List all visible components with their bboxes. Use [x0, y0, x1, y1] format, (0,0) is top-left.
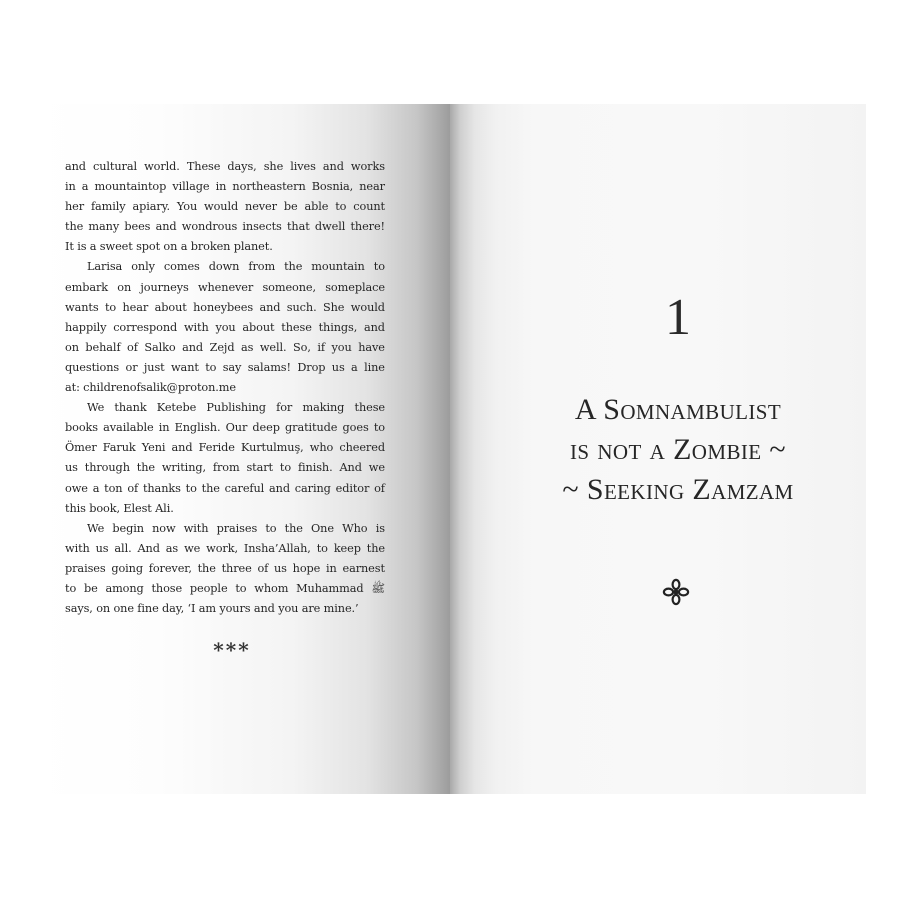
- text-line: in a mountaintop village in northeastern Bosnia, near: [65, 180, 385, 194]
- text-line: praises going forever, the three of us hope in earnest: [65, 561, 385, 575]
- text-line: It is a sweet spot on a broken planet.: [65, 240, 273, 254]
- section-break: ***: [213, 638, 251, 662]
- text-line: Ömer Faruk Yeni and Feride Kurtulmuş, who cheered: [65, 441, 385, 455]
- text-line: We thank Ketebe Publishing for making these: [87, 401, 385, 415]
- text-line: embark on journeys whenever someone, someplace: [65, 280, 385, 294]
- text-line: Larisa only comes down from the mountain to: [87, 260, 385, 274]
- text-line: and cultural world. These days, she lives and works: [65, 160, 385, 173]
- chapter-title-line-3: ~ Seeking Zamzam: [562, 473, 794, 506]
- chapter-title-line-1: A Somnambulist: [574, 393, 782, 426]
- text-line: on behalf of Salko and Zejd as well. So, if you have: [65, 340, 385, 354]
- text-line: happily correspond with you about these things, and: [65, 320, 385, 334]
- text-line: owe a ton of thanks to the careful and caring editor of: [65, 481, 385, 495]
- chapter-title: [450, 390, 866, 510]
- text-line: to be among those people to whom Muhammad ﷺ: [65, 581, 385, 595]
- left-page-body-text: [65, 157, 385, 619]
- text-line: says, on one fine day, ‘I am yours and you are mine.’: [65, 602, 359, 616]
- right-page: [450, 104, 866, 794]
- text-line: her family apiary. You would never be able to count: [65, 200, 385, 214]
- text-line: us through the writing, from start to finish. And we: [65, 461, 385, 475]
- chapter-title-line-2: is not a Zombie ~: [569, 433, 787, 466]
- text-line: with us all. And as we work, Insha’Allah, to keep the: [65, 541, 385, 555]
- text-line: this book, Elest Ali.: [65, 501, 174, 515]
- text-line: the many bees and wondrous insects that dwell there!: [65, 220, 385, 234]
- text-line: at: childrenofsalik@proton.me: [65, 381, 236, 395]
- text-line: questions or just want to say salams! Drop us a line: [65, 360, 385, 374]
- text-line: wants to hear about honeybees and such. She would: [65, 300, 385, 314]
- chapter-number: 1: [665, 289, 691, 346]
- flower-ornament-icon: [662, 578, 690, 606]
- text-line: We begin now with praises to the One Who is: [87, 521, 385, 535]
- text-line: books available in English. Our deep gratitude goes to: [65, 421, 385, 435]
- left-page: [34, 104, 450, 794]
